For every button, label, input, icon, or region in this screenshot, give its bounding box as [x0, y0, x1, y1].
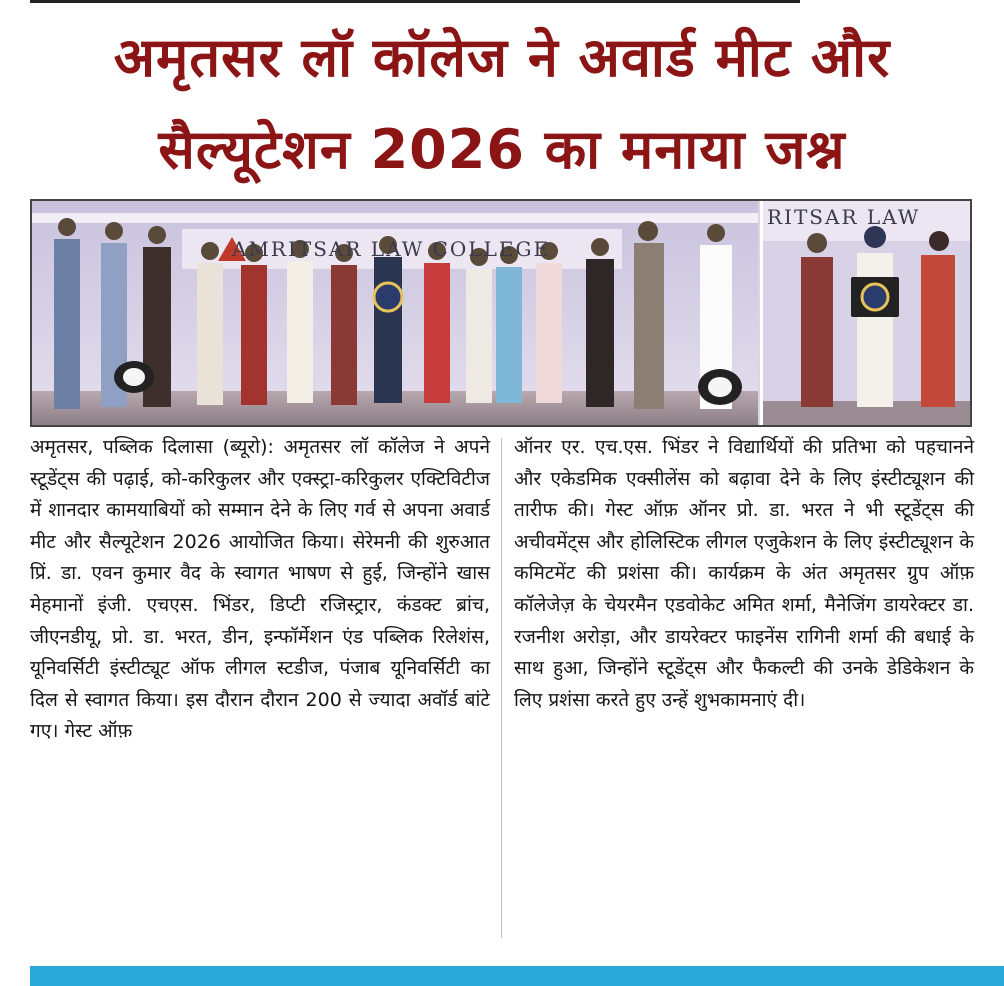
top-rule: [30, 0, 800, 3]
photo-main-sign: AMRITSAR LAW COLLEGE: [232, 237, 551, 261]
column-divider: [501, 438, 502, 938]
article-body: [30, 432, 974, 952]
headline: [0, 12, 1004, 196]
article-column-right: ऑनर एर. एच.एस. भिंडर ने विद्यार्थियों की प्रतिभा को पहचानने और एकेडमिक एक्सीलेंस को बढ़ावा देने के लिए इंस्टीट्यूशन की तारीफ की। गेस्ट ऑफ़ ऑनर प्रो. डा. भरत ने भी स्टूडेंट्स की अचीवमेंट्स और होलिस्टिक लीगल एजुकेशन के लिए इंस्टीट्यूशन के कमिटमेंट की प्रशंसा की। कार्यक्रम के अंत अमृतसर ग्रुप ऑफ़ कॉलेजेज़ के चेयरमैन एडवोकेट अमित शर्मा, मैनेजिंग डायरेक्टर डा. रजनीश अरोड़ा, और डायरेक्टर फाइनेंस रागिनी शर्मा की बधाई के साथ हुआ, जिन्होंने स्टूडेंट्स और फैकल्टी की उनके डेडिकेशन के लिए प्रशंसा करते हुए उन्हें शुभकामनाएं दी।: [514, 436, 974, 711]
event-photo: [30, 199, 972, 427]
headline-line-1: अमृतसर लॉ कॉलेज ने अवार्ड मीट और: [113, 26, 891, 89]
award-photo-illustration: [763, 201, 972, 425]
photo-side-award: [760, 201, 972, 425]
headline-line-2: सैल्यूटेशन 2026 का मनाया जश्न: [158, 118, 846, 181]
group-photo-illustration: [32, 201, 758, 425]
article-column-left: अमृतसर, पब्लिक दिलासा (ब्यूरो): अमृतसर लॉ कॉलेज ने अपने स्टूडेंट्स की पढ़ाई, को-करिकुलर और एक्स्ट्रा-करिकुलर एक्टिविटीज में शानदार कामयाबियों को सम्मान देने के लिए गर्व से अपना अवार्ड मीट और सैल्यूटेशन 2026 आयोजित किया। सेरेमनी की शुरुआत प्रिं. डा. एवन कुमार वैद के स्वागत भाषण से हुई, जिन्होंने खास मेहमानों इंजी. एचएस. भिंडर, डिप्टी रजिस्ट्रार, कंडक्ट ब्रांच, जीएनडीयू, प्रो. डा. भरत, डीन, इन्फॉर्मेशन एंड पब्लिक रिलेशंस, यूनिवर्सिटी इंस्टीट्यूट ऑफ लीगल स्टडीज, पंजाब यूनिवर्सिटी का दिल से स्वागत किया। इस दौरान दौरान 200 से ज्यादा अवॉर्ड बांटे गए। गेस्ट ऑफ़: [30, 436, 490, 743]
photo-side-sign: RITSAR LAW: [767, 205, 921, 229]
photo-group-stage: [32, 201, 758, 425]
bottom-band: [30, 966, 1004, 986]
